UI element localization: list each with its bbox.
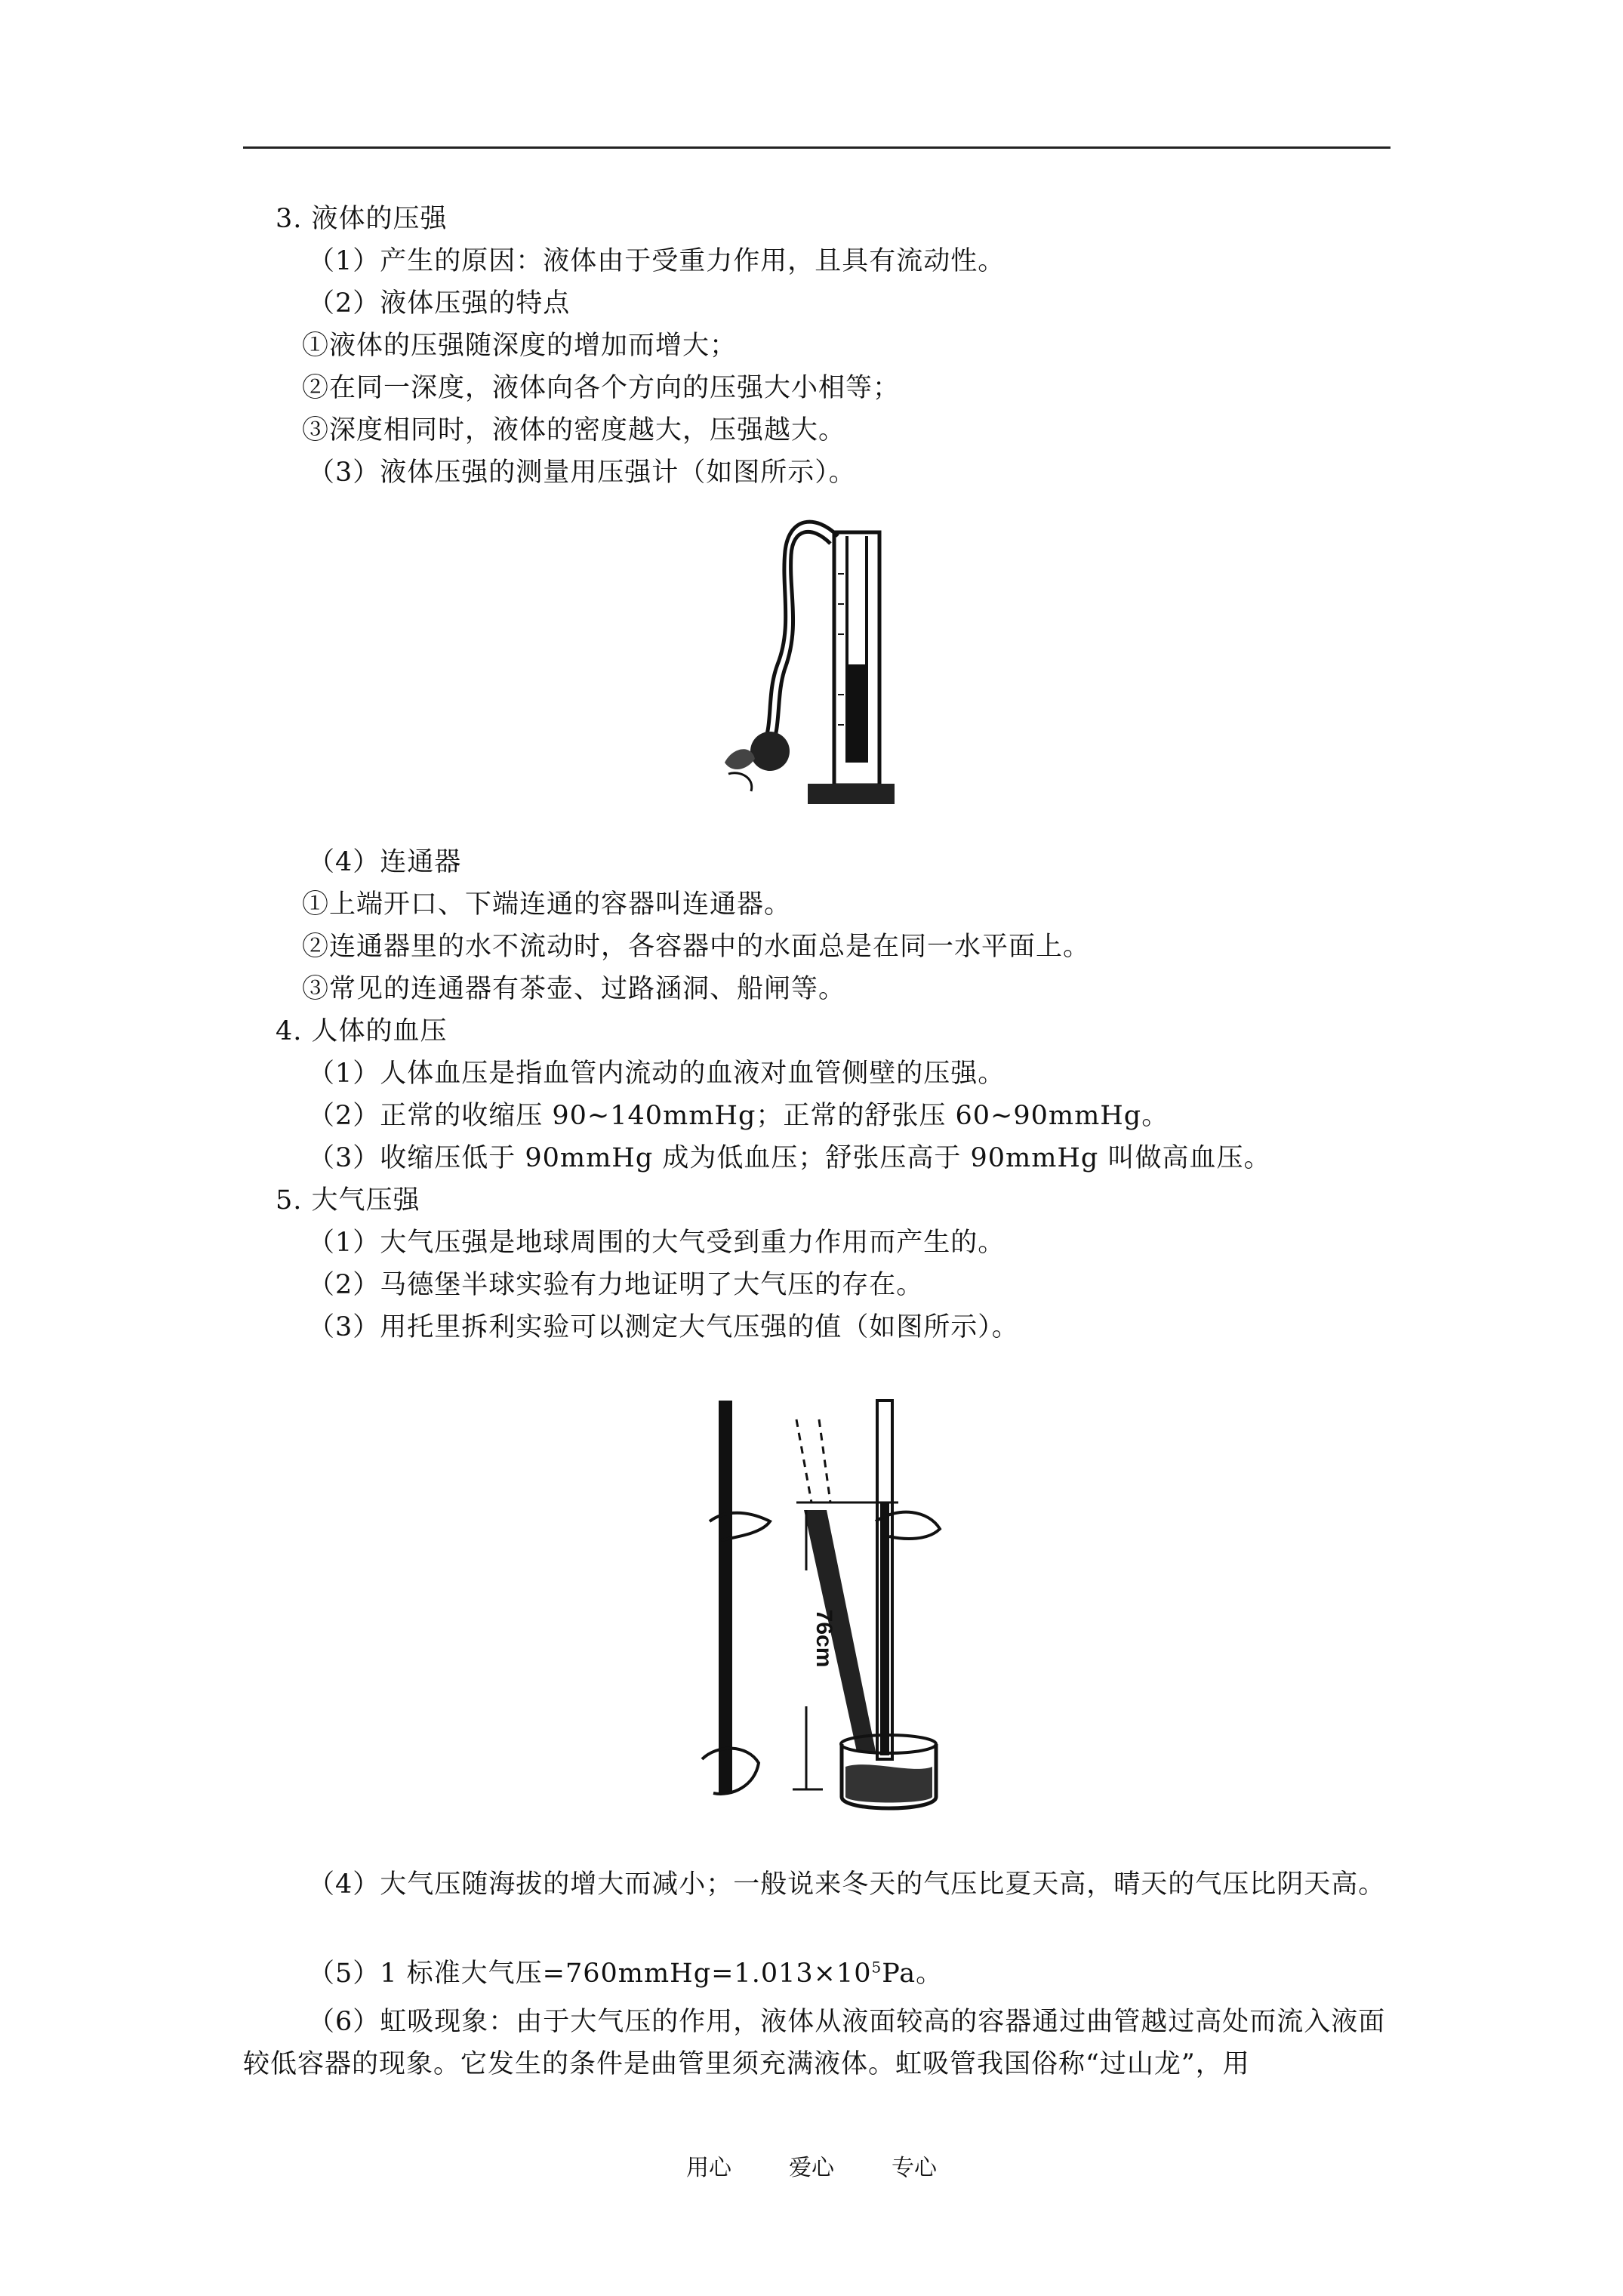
header-rule — [243, 146, 1390, 149]
text-line: ③常见的连通器有茶壶、过路涵洞、船闸等。 — [302, 974, 846, 1004]
text-line: ①上端开口、下端连通的容器叫连通器。 — [302, 889, 792, 920]
standard-atmosphere-line — [308, 1957, 943, 1990]
text-line: （3）收缩压低于 90mmHg 成为低血压；舒张压高于 90mmHg 叫做高血压。 — [308, 1143, 1271, 1173]
pressure-gauge-figure — [717, 513, 906, 823]
footer-text: 用心 — [686, 2155, 731, 2181]
text-line: （4）连通器 — [308, 847, 462, 877]
footer-text: 爱心 — [789, 2155, 834, 2181]
text-line: （1）人体血压是指血管内流动的血液对血管侧壁的压强。 — [308, 1059, 1006, 1089]
text-paragraph: （6）虹吸现象：由于大气压的作用，液体从液面较高的容器通过曲管越过高处而流入液面较低容器的现象。它发生的条件是曲管里须充满液体。虹吸管我国俗称“过山龙”，用 — [243, 2007, 1386, 2079]
text-fragment: Pa。 — [882, 1959, 944, 1989]
heading-liquid-pressure: 3. 液体的压强 — [276, 204, 448, 234]
text-line: （1）大气压强是地球周围的大气受到重力作用而产生的。 — [308, 1228, 1006, 1258]
text-paragraph: （4）大气压随海拔的增大而减小；一般说来冬天的气压比夏天高，晴天的气压比阴天高。 — [308, 1869, 1386, 1900]
superscript: 5 — [871, 1958, 882, 1977]
text-fragment: （5）1 标准大气压=760mmHg=1.013×10 — [308, 1959, 872, 1989]
text-line: ①液体的压强随深度的增加而增大； — [302, 331, 738, 361]
text-line: （3）用托里拆利实验可以测定大气压强的值（如图所示）。 — [308, 1312, 1019, 1342]
footer — [0, 2149, 1623, 2182]
heading-atmospheric-pressure: 5. 大气压强 — [276, 1185, 420, 1216]
text-line: （2）正常的收缩压 90~140mmHg；正常的舒张压 60~90mmHg。 — [308, 1101, 1169, 1131]
text-line: ③深度相同时，液体的密度越大，压强越大。 — [302, 415, 846, 445]
text-line: （2）马德堡半球实验有力地证明了大气压的存在。 — [308, 1270, 924, 1300]
text-line: （2）液体压强的特点 — [308, 288, 571, 319]
height-label: 76cm — [812, 1609, 836, 1668]
torricelli-experiment-figure — [687, 1389, 966, 1842]
text-line: （3）液体压强的测量用压强计（如图所示）。 — [308, 458, 856, 488]
text-line: ②在同一深度，液体向各个方向的压强大小相等； — [302, 373, 901, 403]
heading-blood-pressure: 4. 人体的血压 — [276, 1016, 448, 1046]
footer-text: 专心 — [892, 2155, 937, 2181]
text-line: （1）产生的原因：液体由于受重力作用，且具有流动性。 — [308, 246, 1006, 276]
text-line: ②连通器里的水不流动时，各容器中的水面总是在同一水平面上。 — [302, 932, 1091, 962]
